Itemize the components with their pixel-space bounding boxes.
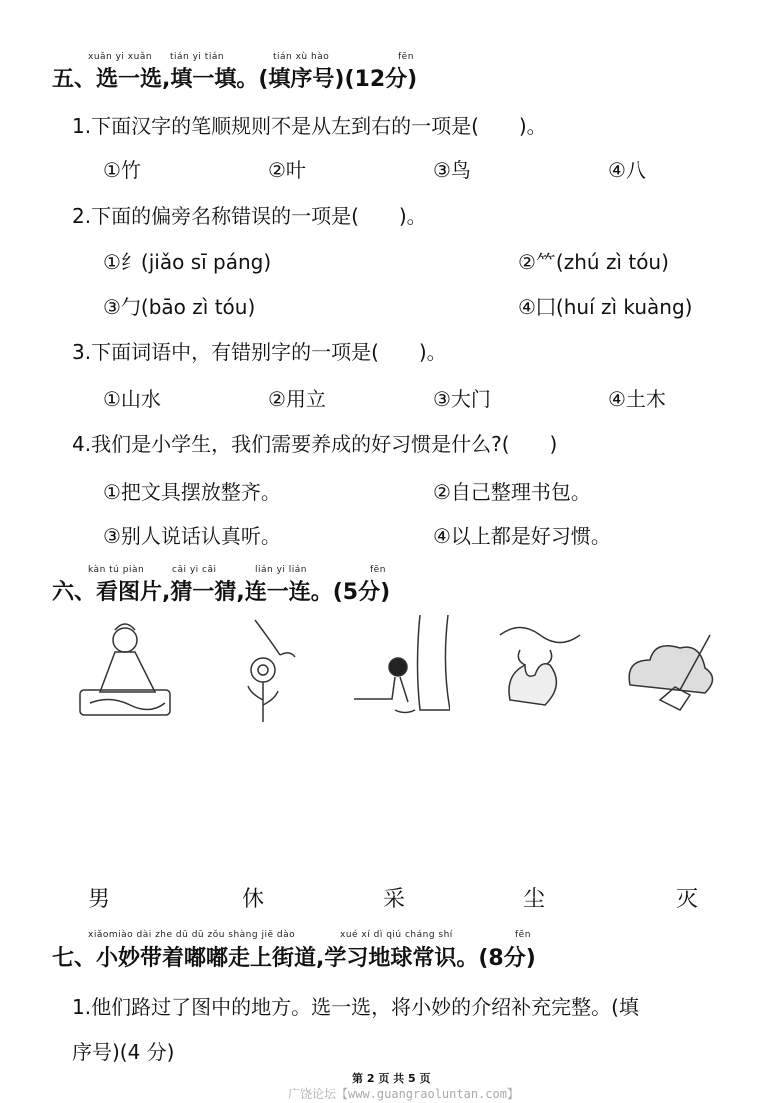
question: 2.下面的偏旁名称错误的一项是( )。	[72, 204, 427, 228]
character: 男	[88, 887, 111, 912]
question: 3.下面词语中，有错别字的一项是( )。	[72, 340, 447, 364]
pinyin: lián yi lián	[255, 565, 307, 575]
option: ④以上都是好习惯。	[433, 524, 611, 548]
question: 4.我们是小学生，我们需要养成的好习惯是什么?( )	[72, 432, 558, 456]
option: ②用立	[268, 387, 326, 411]
character: 采	[383, 887, 406, 912]
option: ①竹	[103, 158, 141, 182]
pinyin: xué xí dì qiú cháng shí	[340, 930, 453, 940]
character: 尘	[523, 887, 546, 912]
option: ①把文具摆放整齐。	[103, 480, 281, 504]
section-title: 六、看图片,猜一猜,连一连。(5分)	[52, 580, 391, 605]
boy-resting-by-tree-picture	[350, 615, 450, 725]
pinyin: tián yi tián	[170, 52, 225, 62]
pinyin: fēn	[370, 565, 386, 575]
question-continued: 序号)(4 分)	[72, 1040, 175, 1064]
option: ③勹(bāo zì tóu)	[103, 295, 256, 319]
fire-picture	[490, 615, 590, 725]
pinyin: kàn tú piàn	[88, 565, 145, 575]
option: ③鸟	[433, 158, 471, 182]
pinyin: xuǎn yi xuǎn	[88, 52, 153, 62]
question: 1.下面汉字的笔顺规则不是从左到右的一项是( )。	[72, 114, 547, 138]
option: ②自己整理书包。	[433, 480, 591, 504]
section-title: 七、小妙带着嘟嘟走上街道,学习地球常识。(8分)	[52, 946, 536, 971]
option: ①纟(jiǎo sī páng)	[103, 250, 272, 274]
page-number: 第 2 页 共 5 页	[352, 1072, 431, 1085]
washing-clothes-picture	[75, 615, 175, 725]
question: 1.他们路过了图中的地方。选一选，将小妙的介绍补充完整。(填	[72, 995, 639, 1019]
dust-broom-picture	[620, 615, 720, 725]
character: 灭	[676, 887, 699, 912]
option: ④土木	[608, 387, 666, 411]
pinyin: tián xù hào	[273, 52, 330, 62]
pinyin: xiǎomiào dài zhe dū dū zǒu shàng jiē dào	[88, 930, 296, 940]
option: ④八	[608, 158, 646, 182]
option: ②叶	[268, 158, 306, 182]
option: ③大门	[433, 387, 491, 411]
pinyin: fēn	[398, 52, 414, 62]
option: ④囗(huí zì kuàng)	[518, 295, 693, 319]
watermark: 广饶论坛【www.guangraoluntan.com】	[288, 1087, 519, 1101]
option: ①山水	[103, 387, 161, 411]
section-title: 五、选一选,填一填。(填序号)(12分)	[52, 67, 418, 92]
picking-flower-picture	[225, 615, 325, 725]
pinyin: cāi yi cāi	[172, 565, 217, 575]
character: 休	[242, 887, 265, 912]
option: ③别人说话认真听。	[103, 524, 281, 548]
option: ②⺮(zhú zì tóu)	[518, 250, 669, 274]
pinyin: fēn	[515, 930, 531, 940]
